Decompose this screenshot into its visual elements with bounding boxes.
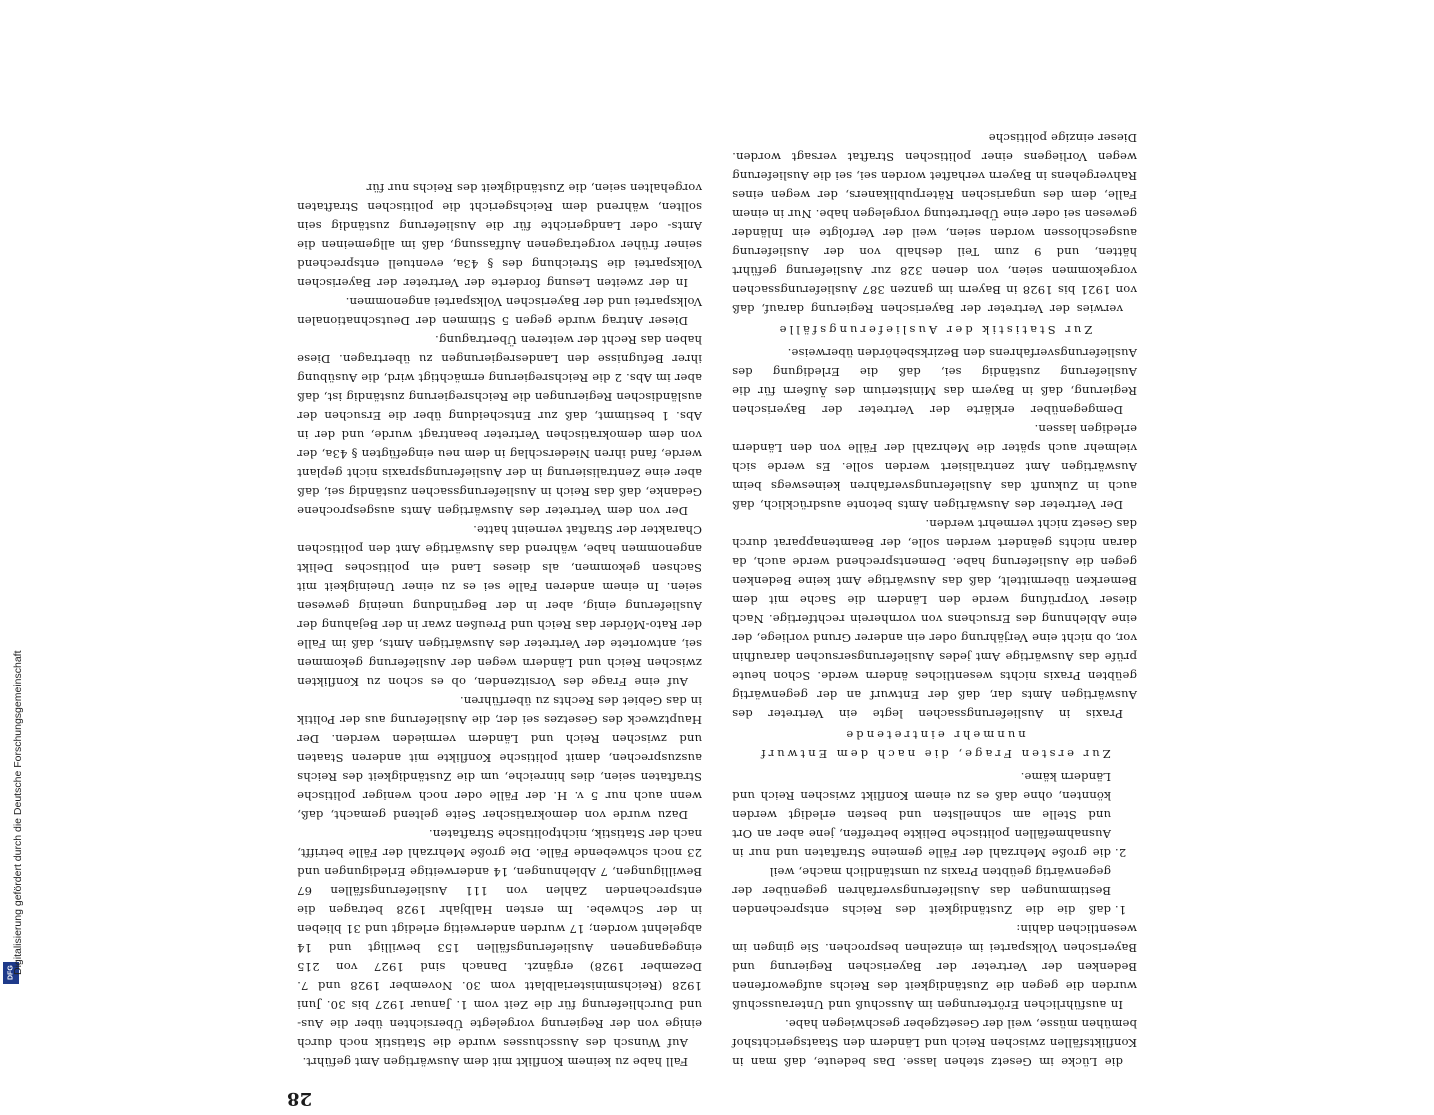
paragraph: Auf eine Frage des Vorsitzenden, ob es schon zu Konflikten zwischen Reich und Ländern wegen der Auslieferung gekommen sei, antwortete der Vertreter des Auswärtigen Amts, daß im Falle der Rato-Mörder das Reich und Preußen zwar in der Bejahung der Auslieferung einig, aber in der Begründung uneinig gewesen seien. In einem anderen Falle sei es zu einer Uneinigkeit mit Sachsen gekommen, als dieses Land ein politisches Delikt angenommen habe, während das Auswärtige Amt den politischen Charakter der Straftat verneint hatte. [297, 523, 702, 689]
section-heading: Zur Statistik der Auslieferungsfälle [776, 323, 1093, 337]
numbered-list [732, 767, 1137, 919]
paragraph: Fall habe zu keinem Konflikt mit dem Auswärtigen Amt geführt. [302, 1055, 688, 1069]
paragraph: Praxis in Auslieferungssachen legte ein Vertreter des Auswärtigen Amts dar, daß der Entwurf an der gegenwärtig geübten Praxis nichts wesentliches ändern werde. Schon heute prüfe das Auswärtige Amt jedes Auslieferungsersuchen daraufhin vor, ob nicht eine Verjährung oder ein anderer Grund vorliege, der eine Ablehnung des Ersuchens von vornherein rechtfertige. Nach dieser Vorprüfung werde den Ländern die Sache mit dem Bemerken übermittelt, daß das Auswärtige Amt keine Bedenken gegen die Auslieferung habe. Dementsprechend werde auch, da daran nichts geändert werden solle, der Beamtenapparat durch das Gesetz nicht vermehrt werden. [732, 517, 1137, 721]
paragraph: verwies der Vertreter der Bayerischen Regierung darauf, daß von 1921 bis 1928 in Bayern im ganzen 387 Auslieferungssachen vorgekommen seien, von denen 328 zur Auslieferung geführt hätten, und 9 zum Teil deshalb von der Auslieferung ausgeschlossen worden seien, weil der Verfolgte ein Inländer gewesen sei oder eine Übertretung vorgelegen habe. Nur in einem Falle, dem des ungarischen Räterpublikaners, der wegen eines Rahvergehens in Bayern verhaftet worden sei, sei die Auslieferung wegen Vorliegens einer politischen Straftat versagt worden. Dieser einzige politische [732, 131, 1137, 316]
paragraph: Der Vertreter des Auswärtigen Amts betonte ausdrücklich, daß auch in Zukunft das Auslieferungsverfahren keineswegs beim Auswärtigen Amt zentralisiert werden solle. Es werde sich vielmehr auch später die Mehrzahl der Fälle von den Ländern erledigen lassen. [732, 422, 1137, 512]
paragraph: Der von dem Vertreter des Auswärtigen Amts ausgesprochene Gedanke, daß das Reich in Auslieferungssachen zuständig sei, daß aber eine Zentralisierung in der Auslieferungspraxis nicht geplant werde, fand ihren Niederschlag in dem neu eingefügten § 43a, der von dem demokratischen Vertreter beantragt wurde, und der in Abs. 1 bestimmt, daß zur Entscheidung über die Ersuchen der ausländischen Regierungen die Reichsregierung zuständig ist, daß aber im Abs. 2 die Reichsregierung ermächtigt wird, die Ausübung ihrer Befugnisse den Landesregierungen zu übertragen. Diese haben das Recht der weiteren Übertragung. [297, 333, 702, 518]
paragraph: Demgegenüber erklärte der Vertreter der Bayerischen Regierung, daß in Bayern das Ministerium des Äußern für die Auslieferung zuständig sei, daß die Erledigung des Auslieferungsverfahrens den Bezirksbehörden überweise. [732, 346, 1137, 417]
page-number: 28 [287, 1088, 313, 1109]
left-column [732, 128, 1137, 1071]
paragraph: In der zweiten Lesung forderte der Vertreter der Bayerischen Volkspartei die Streichung des § 43a, eventuell entsprechend seiner früher vorgetragenen Auffassung, daß im allgemeinen die Amts- oder Landgerichte für die Auslieferung zuständig sein sollten, während dem Reichsgericht die politischen Straftaten vorgehalten seien, die Zuständigkeit des Reichs nur für [297, 181, 702, 290]
paragraph: Auf Wunsch des Ausschusses wurde die Statistik noch durch einige von der Regierung vorgelegte Übersichten über die Aus- und Durchlieferung für die Zeit vom 1. Januar 1927 bis 30. Juni 1928 (Reichsministerialblatt vom 30. November 1928 und 7. Dezember 1928) ergänzt. Danach sind 1927 von 215 eingegangenen Auslieferungsfällen 153 bewilligt und 14 abgelehnt worden; 17 wurden anderweitig erledigt und 31 blieben in der Schwebe. Im ersten Halbjahr 1928 betragen die entsprechenden Zahlen von 111 Auslieferungsfällen 67 Bewilligungen, 7 Ablehnungen, 14 anderweitige Erledigungen und 23 noch schwebende Fälle. Die große Mehrzahl der Fälle betrifft, nach der Statistik, nichtpolitische Straftaten. [297, 827, 702, 1050]
paragraph: In ausführlichen Erörterungen im Ausschuß und Unterausschuß wurden die gegen die Zuständigkeit des Reichs aufgeworfenen Bedenken der Vertreter der Bayerischen Regierung und Bayerischen Volkspartei im einzelnen besprochen. Sie gingen im wesentlichen dahin: [732, 922, 1137, 1012]
paragraph: Dazu wurde von demokratischer Seite geltend gemacht, daß, wenn auch nur 5 v. H. der Fälle oder noch weniger politische Straftaten seien, dies hinreiche, um die Zuständigkeit des Reichs auszusprechen, damit politische Konflikte mit anderen Staaten und zwischen Reich und Ländern vermieden werden. Der Hauptzweck des Gesetzes sei der, die Auslieferung aus der Politik in das Gebiet des Rechts zu überführen. [297, 694, 702, 822]
dfg-logo-icon: DFG [3, 962, 19, 984]
list-item: 1. daß die die Zuständigkeit des Reichs entsprechenden Bestimmungen das Auslieferungsverfahren gegenüber der gegenwärtig geübten Praxis zu umständlich mache, weil [732, 862, 1111, 919]
credit-text: Digitalisierung gefördert durch die Deutsche Forschungsgemeinschaft [12, 650, 24, 975]
section-heading: Zur ersten Frage, die nach dem Entwurf nunmehr eintretende [758, 728, 1111, 761]
paragraph: Dieser Antrag wurde gegen 5 Stimmen der Deutschnationalen Volkspartei und der Bayerischen Volkspartei angenommen. [297, 295, 702, 328]
paragraph: die Lücke im Gesetz stehen lasse. Das bedeute, daß man in Konfliktsfällen zwischen Reich und Ländern den Staatsgerichtshof bemühen müsse, weil der Gesetzgeber geschwiegen habe. [732, 1017, 1137, 1069]
list-item: 2. die große Mehrzahl der Fälle gemeine Straftaten und nur in Ausnahmefällen politische Delikte betreffen, jene aber an Ort und Stelle am schnellsten und besten erledigt werden könnten, ohne daß es zu einem Konflikt zwischen Reich und Ländern käme. [732, 767, 1111, 862]
right-column [297, 178, 702, 1071]
rotated-page-content [267, 0, 1167, 1115]
digitization-credit [0, 600, 24, 1000]
